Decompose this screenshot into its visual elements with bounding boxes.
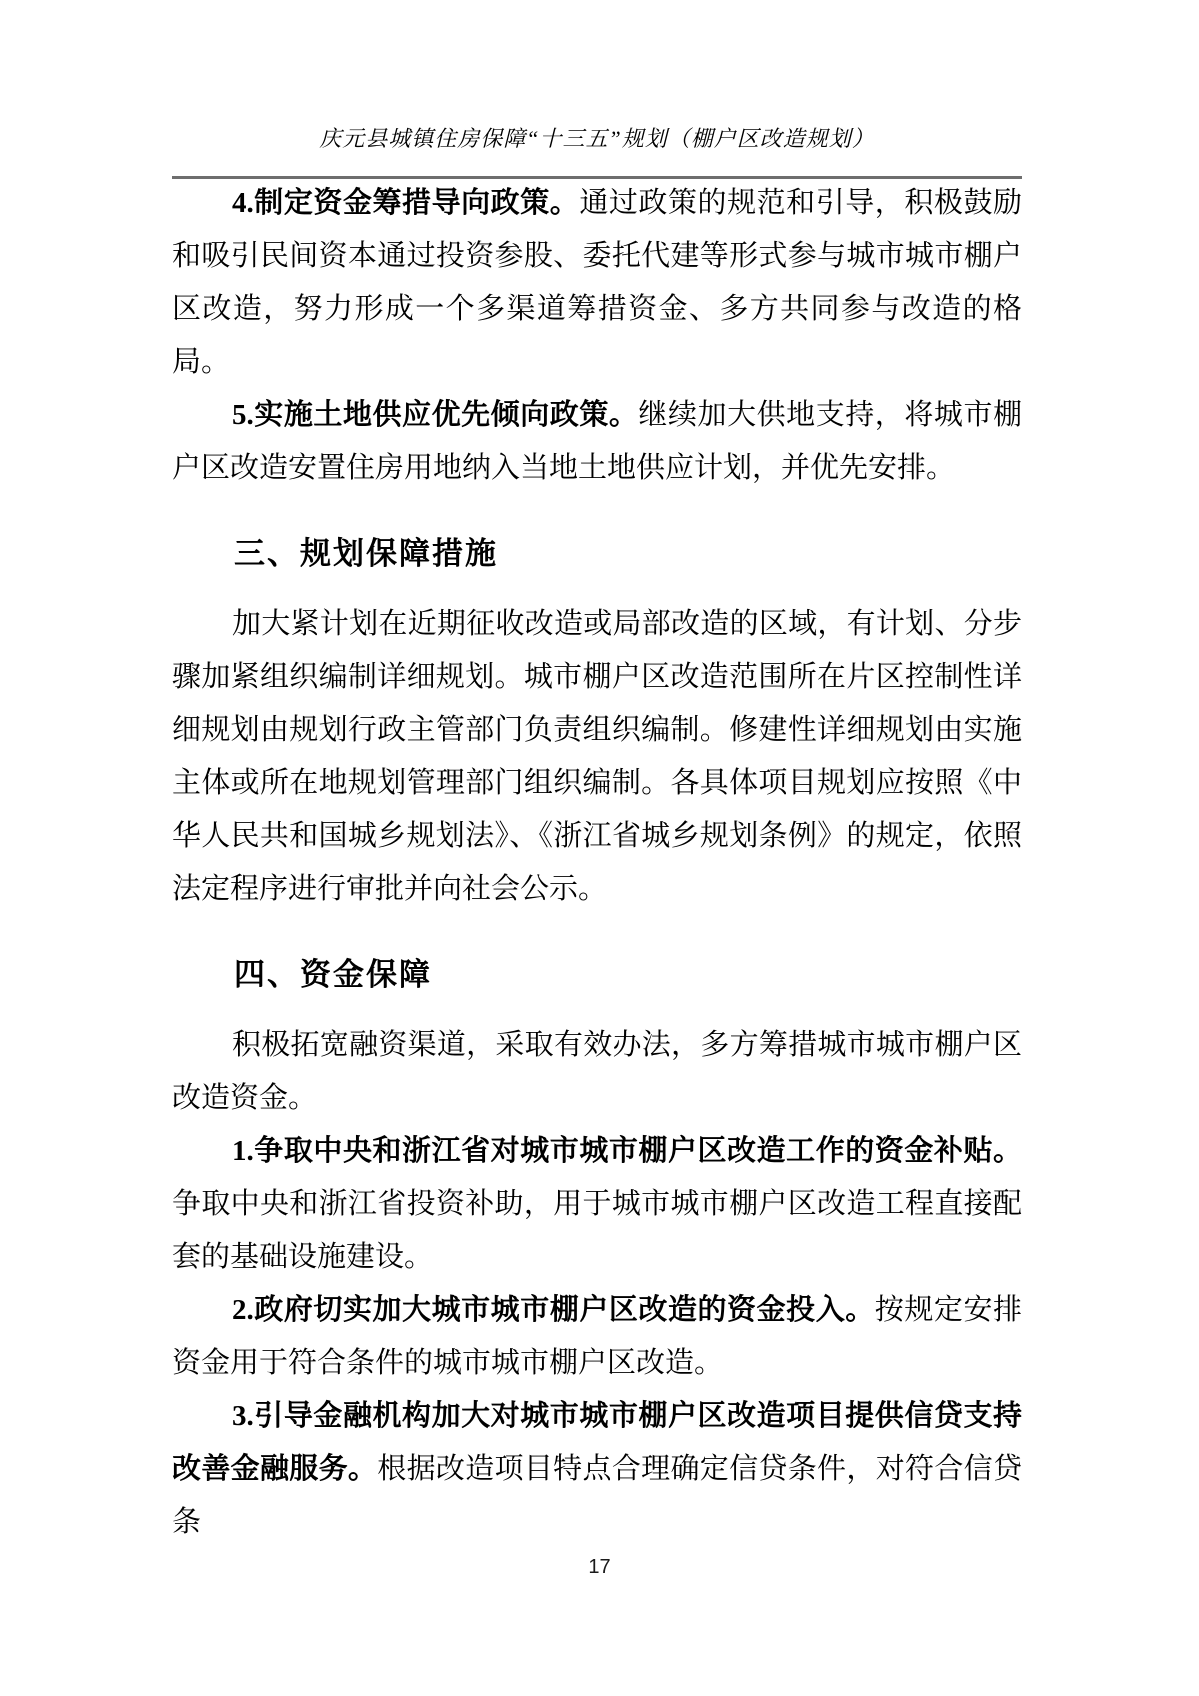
paragraph-funding-item-1: [172, 1125, 1022, 1284]
paragraph-funding-intro: [172, 1019, 1022, 1125]
paragraph-funding-intro-text: 积极拓宽融资渠道，采取有效办法，多方筹措城市城市棚户区改造资金。: [172, 1029, 1022, 1114]
paragraph-funding-item-3: [172, 1390, 1022, 1549]
paragraph-funding-item-2: [172, 1284, 1022, 1390]
paragraph-item-5-text: 继续加大供地支持，将城市棚户区改造安置住房用地纳入当地土地供应计划，并优先安排。: [172, 399, 1022, 484]
section-heading-planning-safeguards: 三、规划保障措施: [234, 536, 498, 571]
paragraph-funding-item-2-text: 按规定安排资金用于符合条件的城市城市棚户区改造。: [172, 1294, 1022, 1379]
paragraph-funding-item-1-lead: 1.争取中央和浙江省对城市城市棚户区改造工作的资金补贴。: [232, 1135, 1022, 1167]
paragraph-item-4-text: 通过政策的规范和引导，积极鼓励和吸引民间资本通过投资参股、委托代建等形式参与城市城市棚户区改造，努力形成一个多渠道筹措资金、多方共同参与改造的格局。: [172, 187, 1022, 378]
paragraph-item-4: [172, 177, 1022, 389]
running-header-title: 庆元县城镇住房保障“十三五”规划（棚户区改造规划）: [319, 126, 875, 151]
page-number: 17: [588, 1556, 611, 1578]
paragraph-item-5: [172, 389, 1022, 495]
paragraph-funding-item-3-lead: 3.引导金融机构加大对城市城市棚户区改造项目提供信贷支持改善金融服务。: [172, 1400, 1022, 1485]
paragraph-planning-safeguards-text: 加大紧计划在近期征收改造或局部改造的区域，有计划、分步骤加紧组织编制详细规划。城市棚户区改造范围所在片区控制性详细规划由规划行政主管部门负责组织编制。修建性详细规划由实施主体或所在地规划管理部门组织编制。各具体项目规划应按照《中华人民共和国城乡规划法》、《浙江省城乡规划条例》的规定，依照法定程序进行审批并向社会公示。: [172, 608, 1022, 905]
paragraph-funding-item-2-lead: 2.政府切实加大城市城市棚户区改造的资金投入。: [232, 1294, 875, 1326]
section-heading-funding-safeguards: 四、资金保障: [234, 957, 432, 992]
paragraph-funding-item-1-text: 争取中央和浙江省投资补助，用于城市城市棚户区改造工程直接配套的基础设施建设。: [172, 1188, 1022, 1273]
paragraph-planning-safeguards: [172, 598, 1022, 916]
paragraph-item-5-lead: 5.实施土地供应优先倾向政策。: [232, 399, 639, 431]
paragraph-item-4-lead: 4.制定资金筹措导向政策。: [232, 187, 580, 219]
paragraph-funding-item-3-text: 根据改造项目特点合理确定信贷条件，对符合信贷条: [172, 1453, 1022, 1538]
document-body: [172, 177, 1022, 1549]
